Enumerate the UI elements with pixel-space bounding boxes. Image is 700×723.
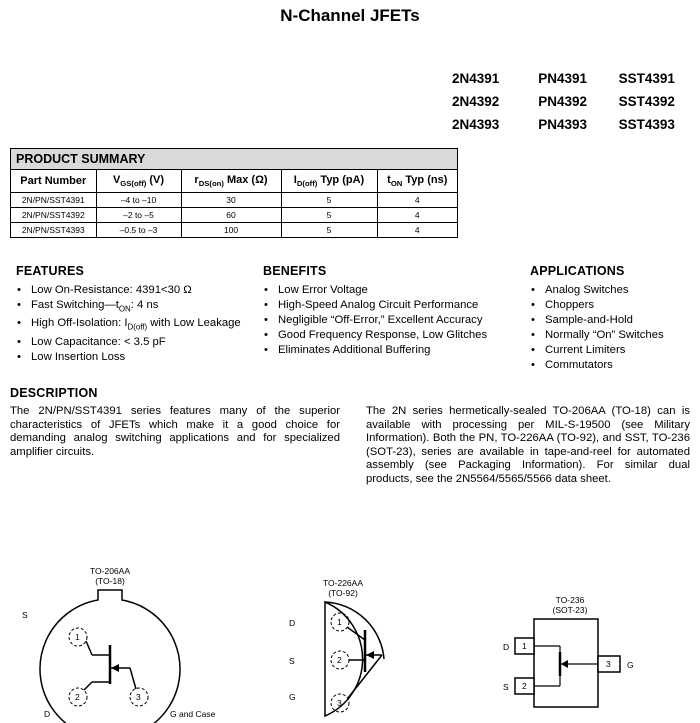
description-right: The 2N series hermetically-sealed TO-206AA (TO-18) can is available with processing per MIL-S-19500 (see Military Information). Both the PN, TO-226AA (TO-92), and SST, TO-236 (SOT-23), series are available in tape-and-reel for automated assembly (see Packaging Information). For similar dual products, see the 2N5564/5565/5566 data sheet. [366, 405, 690, 485]
col-ton: $t_{ON}$ Typ (ns) [377, 170, 457, 193]
features-heading: FEATURES [16, 264, 85, 278]
cell-ton: 4 [414, 225, 420, 235]
list-item: • Low Capacitance: < 3.5 pF [16, 335, 246, 350]
cell-rds: 100 [181, 223, 281, 238]
applications-heading: APPLICATIONS [530, 264, 625, 278]
cell-vgs: –4 to –10 [96, 193, 181, 208]
part-number: 2N4393 [452, 117, 500, 132]
part-number: SST4391 [618, 71, 675, 86]
list-item: • High Off-Isolation: $I_{D(off)}$ with Low Leakage [16, 316, 246, 334]
part-number: PN4391 [538, 71, 588, 86]
list-item: • Good Frequency Response, Low Glitches [263, 328, 523, 343]
pin-source-label: S [22, 610, 28, 620]
description-left: The 2N/PN/SST4391 series features many of the superior characteristics of JFETs which make it a good choice for demanding analog switching applications and for specialized amplifier circuits. [10, 405, 340, 458]
description-heading: DESCRIPTION [10, 386, 98, 400]
part-number: 2N4392 [452, 94, 500, 109]
package-to206aa-label: TO-206AA (TO-18) [89, 566, 130, 586]
list-item: • Eliminates Additional Buffering [263, 343, 523, 358]
cell-vgs: –2 to –5 [96, 208, 181, 223]
part-number: 2N4391 [452, 71, 500, 86]
pin-number: 1 [522, 641, 527, 651]
col-part-number: Part Number [11, 170, 96, 193]
cell-part: 2N/PN/SST4393 [11, 223, 96, 238]
cell-id: 5 [281, 208, 377, 223]
list-item: • Low Error Voltage [263, 283, 523, 298]
list-item: • Low On-Resistance: 4391<30 Ω [16, 283, 246, 298]
part-number: SST4392 [618, 94, 675, 109]
list-item: • Low Insertion Loss [16, 350, 246, 365]
benefits-heading: BENEFITS [263, 264, 327, 278]
list-item: • Normally “On” Switches [530, 328, 698, 343]
list-item: • Analog Switches [530, 283, 698, 298]
list-item: • High-Speed Analog Circuit Performance [263, 298, 523, 313]
pin-number: 2 [522, 681, 527, 691]
col-vgs: $V_{GS(off)}$ (V) [96, 170, 181, 193]
pin-drain-label: D [503, 642, 510, 652]
pin-gate-case-label: G and Case [170, 709, 216, 719]
cell-rds: 60 [181, 208, 281, 223]
pin-number: 3 [337, 698, 342, 708]
pin-source-label: S [289, 656, 295, 666]
page-title: N-Channel JFETs [280, 6, 420, 25]
list-item: • Commutators [530, 358, 698, 373]
pin-number: 3 [136, 692, 141, 702]
pin-number: 1 [75, 632, 80, 642]
cell-part: 2N/PN/SST4391 [11, 193, 96, 208]
pin-gate-label: G [289, 692, 296, 702]
package-to236-label: TO-236 (SOT-23) [552, 595, 588, 615]
pin-source-label: S [503, 682, 509, 692]
pin-number: 2 [337, 655, 342, 665]
cell-part: 2N/PN/SST4392 [11, 208, 96, 223]
pin-drain-label: D [44, 709, 51, 719]
cell-vgs: –0.5 to –3 [96, 223, 181, 238]
pin-drain-label: D [289, 618, 296, 628]
cell-ton: 4 [377, 193, 457, 208]
pin-number: 3 [606, 659, 611, 669]
cell-id: 5 [281, 223, 377, 238]
list-item: • Current Limiters [530, 343, 698, 358]
cell-id: 5 [281, 193, 377, 208]
col-rds: $r_{DS(on)}$ Max (Ω) [181, 170, 281, 193]
list-item: • Sample-and-Hold [530, 313, 698, 328]
cell-ton: 4 [377, 208, 457, 223]
cell-rds: 30 [181, 193, 281, 208]
list-item: • Fast $Switching—t_{ON}$: 4 ns [16, 298, 246, 316]
product-summary-heading: PRODUCT SUMMARY [11, 149, 457, 170]
pin-number: 1 [337, 617, 342, 627]
list-item: • Choppers [530, 298, 698, 313]
list-item: • Negligible “Off-Error,” Excellent Accuracy [263, 313, 523, 328]
part-number: PN4392 [538, 94, 588, 109]
part-number: SST4393 [618, 117, 675, 132]
pin-gate-label: G [627, 660, 634, 670]
col-id: $I_{D(off)}$ Typ (pA) [281, 170, 377, 193]
pin-number: 2 [75, 692, 80, 702]
package-to226aa-label: TO-226AA (TO-92) [322, 578, 363, 598]
part-number: PN4393 [538, 117, 588, 132]
